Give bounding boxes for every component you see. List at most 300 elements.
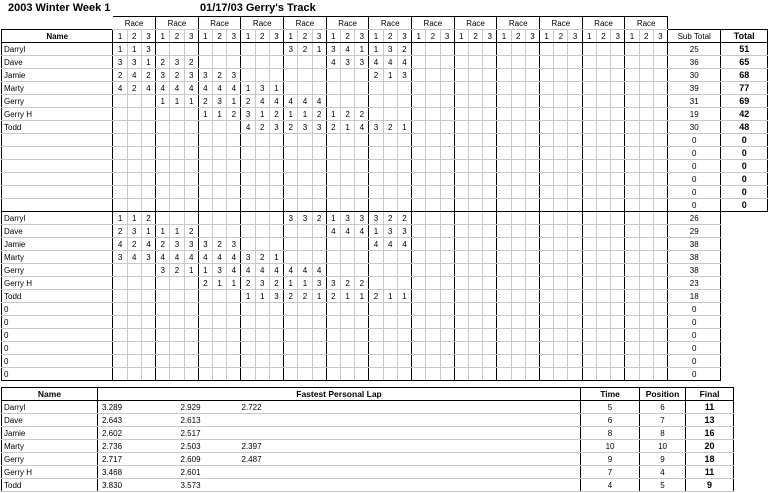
finish-position-cell bbox=[625, 56, 639, 69]
finish-position-cell bbox=[596, 199, 610, 212]
finish-position-cell bbox=[156, 303, 170, 316]
finish-position-cell bbox=[483, 225, 497, 238]
finish-position-cell bbox=[227, 186, 241, 199]
finish-position-cell bbox=[184, 173, 198, 186]
finish-position-cell: 2 bbox=[113, 225, 127, 238]
finish-position-cell bbox=[170, 342, 184, 355]
finish-position-cell: 1 bbox=[156, 95, 170, 108]
finish-position-cell: 4 bbox=[383, 56, 397, 69]
finish-position-cell bbox=[113, 199, 127, 212]
racer-row bbox=[2, 69, 768, 82]
finish-position-cell bbox=[241, 329, 255, 342]
heat-number-header: 1 bbox=[113, 30, 127, 43]
finish-position-cell bbox=[653, 108, 667, 121]
racer-name: 0 bbox=[2, 342, 113, 355]
finish-position-cell: 4 bbox=[113, 238, 127, 251]
finish-position-cell: 3 bbox=[340, 212, 354, 225]
finish-position-cell: 3 bbox=[284, 43, 298, 56]
finish-position-cell bbox=[355, 368, 369, 381]
racer-row bbox=[2, 147, 768, 160]
finish-position-cell bbox=[383, 316, 397, 329]
finish-position-cell bbox=[468, 264, 482, 277]
finish-position-cell bbox=[340, 160, 354, 173]
finish-position-cell bbox=[525, 121, 539, 134]
finish-position-cell bbox=[554, 225, 568, 238]
position-points-cell: 7 bbox=[640, 414, 686, 427]
finish-position-cell bbox=[497, 186, 511, 199]
finish-position-cell bbox=[184, 212, 198, 225]
finish-position-cell bbox=[497, 303, 511, 316]
racer-row bbox=[2, 225, 768, 238]
finish-position-cell bbox=[156, 368, 170, 381]
finish-position-cell bbox=[198, 121, 212, 134]
finish-position-cell bbox=[525, 186, 539, 199]
finish-position-cell bbox=[298, 303, 312, 316]
finish-position-cell bbox=[298, 186, 312, 199]
heat-number-header: 3 bbox=[227, 30, 241, 43]
finish-position-cell bbox=[611, 212, 625, 225]
finish-position-cell bbox=[113, 290, 127, 303]
finish-position-cell: 2 bbox=[369, 290, 383, 303]
finish-position-cell bbox=[625, 186, 639, 199]
finish-position-cell bbox=[540, 173, 554, 186]
finish-position-cell bbox=[198, 173, 212, 186]
finish-position-cell bbox=[141, 342, 155, 355]
finish-position-cell bbox=[326, 160, 340, 173]
finish-position-cell bbox=[596, 69, 610, 82]
total-cell: 48 bbox=[721, 121, 768, 134]
finish-position-cell bbox=[468, 316, 482, 329]
finish-position-cell: 3 bbox=[184, 238, 198, 251]
finish-position-cell bbox=[525, 212, 539, 225]
finish-position-cell bbox=[284, 173, 298, 186]
finish-position-cell bbox=[227, 160, 241, 173]
empty-cell bbox=[721, 225, 768, 238]
finish-position-cell bbox=[525, 199, 539, 212]
finish-position-cell bbox=[412, 329, 426, 342]
finish-position-cell: 2 bbox=[141, 69, 155, 82]
finish-position-cell bbox=[113, 368, 127, 381]
finish-position-cell bbox=[596, 173, 610, 186]
finish-position-cell bbox=[269, 368, 283, 381]
finish-position-cell bbox=[312, 368, 326, 381]
finish-position-cell: 2 bbox=[113, 69, 127, 82]
finish-position-cell bbox=[397, 160, 411, 173]
lap-time-cell: 2.736 bbox=[98, 440, 177, 453]
race-header-label: Race bbox=[241, 17, 284, 30]
total-cell: 0 bbox=[721, 186, 768, 199]
finish-position-cell bbox=[511, 277, 525, 290]
finish-position-cell bbox=[255, 69, 269, 82]
finish-position-cell bbox=[596, 303, 610, 316]
heat-number-header: 2 bbox=[554, 30, 568, 43]
finish-position-cell bbox=[525, 264, 539, 277]
finish-position-cell bbox=[298, 173, 312, 186]
finish-position-cell bbox=[269, 56, 283, 69]
finish-position-cell bbox=[525, 147, 539, 160]
finish-position-cell bbox=[540, 238, 554, 251]
finish-position-cell: 3 bbox=[113, 251, 127, 264]
racer-row bbox=[2, 264, 768, 277]
subtotal-cell: 38 bbox=[668, 238, 721, 251]
finish-position-cell bbox=[426, 212, 440, 225]
finish-position-cell bbox=[568, 303, 582, 316]
finish-position-cell bbox=[255, 173, 269, 186]
subtotal-cell: 26 bbox=[668, 212, 721, 225]
fastest-row bbox=[2, 427, 734, 440]
sheet-title: 2003 Winter Week 1 bbox=[8, 2, 111, 14]
finish-position-cell: 4 bbox=[213, 82, 227, 95]
finish-position-cell bbox=[596, 264, 610, 277]
finish-position-cell bbox=[412, 121, 426, 134]
lap-time-cell: 2.487 bbox=[238, 453, 581, 466]
finish-position-cell bbox=[440, 251, 454, 264]
finish-position-cell bbox=[184, 121, 198, 134]
finish-position-cell bbox=[156, 290, 170, 303]
finish-position-cell bbox=[568, 82, 582, 95]
finish-position-cell bbox=[653, 251, 667, 264]
finish-position-cell: 3 bbox=[113, 56, 127, 69]
finish-position-cell bbox=[639, 251, 653, 264]
finish-position-cell bbox=[326, 186, 340, 199]
finish-position-cell bbox=[454, 355, 468, 368]
fastest-racer-name: Todd bbox=[2, 479, 98, 492]
finish-position-cell bbox=[369, 134, 383, 147]
finish-position-cell bbox=[525, 277, 539, 290]
racer-row bbox=[2, 368, 768, 381]
finish-position-cell bbox=[511, 121, 525, 134]
final-score-cell: 11 bbox=[686, 466, 734, 479]
finish-position-cell bbox=[426, 316, 440, 329]
finish-position-cell bbox=[312, 316, 326, 329]
finish-position-cell bbox=[141, 108, 155, 121]
finish-position-cell bbox=[127, 108, 141, 121]
racer-name: Marty bbox=[2, 82, 113, 95]
finish-position-cell bbox=[497, 134, 511, 147]
racer-name: Marty bbox=[2, 251, 113, 264]
finish-position-cell bbox=[468, 82, 482, 95]
finish-position-cell bbox=[468, 173, 482, 186]
finish-position-cell bbox=[483, 95, 497, 108]
finish-position-cell bbox=[312, 173, 326, 186]
finish-position-cell bbox=[625, 69, 639, 82]
finish-position-cell: 1 bbox=[383, 290, 397, 303]
finish-position-cell bbox=[653, 212, 667, 225]
finish-position-cell bbox=[497, 368, 511, 381]
finish-position-cell: 4 bbox=[198, 82, 212, 95]
finish-position-cell bbox=[298, 316, 312, 329]
finish-position-cell: 1 bbox=[127, 212, 141, 225]
finish-position-cell: 3 bbox=[184, 69, 198, 82]
finish-position-cell bbox=[639, 95, 653, 108]
finish-position-cell bbox=[568, 277, 582, 290]
finish-position-cell bbox=[639, 329, 653, 342]
finish-position-cell bbox=[397, 186, 411, 199]
final-score-cell: 18 bbox=[686, 453, 734, 466]
finish-position-cell: 2 bbox=[184, 225, 198, 238]
finish-position-cell: 3 bbox=[355, 212, 369, 225]
finish-position-cell bbox=[113, 342, 127, 355]
finish-position-cell bbox=[383, 199, 397, 212]
finish-position-cell bbox=[198, 212, 212, 225]
finish-position-cell bbox=[611, 43, 625, 56]
finish-position-cell: 1 bbox=[355, 43, 369, 56]
race-header-label: Race bbox=[582, 17, 625, 30]
finish-position-cell bbox=[554, 303, 568, 316]
position-points-cell: 10 bbox=[640, 440, 686, 453]
finish-position-cell bbox=[596, 238, 610, 251]
finish-position-cell: 1 bbox=[156, 225, 170, 238]
finish-position-cell: 4 bbox=[326, 225, 340, 238]
finish-position-cell bbox=[582, 329, 596, 342]
finish-position-cell bbox=[611, 355, 625, 368]
name-column-header: Name bbox=[2, 30, 113, 43]
finish-position-cell: 4 bbox=[312, 95, 326, 108]
finish-position-cell: 4 bbox=[255, 264, 269, 277]
finish-position-cell bbox=[582, 225, 596, 238]
finish-position-cell bbox=[312, 56, 326, 69]
finish-position-cell bbox=[156, 212, 170, 225]
finish-position-cell bbox=[170, 121, 184, 134]
finish-position-cell bbox=[568, 355, 582, 368]
subtotal-cell: 30 bbox=[668, 69, 721, 82]
finish-position-cell bbox=[596, 56, 610, 69]
finish-position-cell bbox=[440, 290, 454, 303]
finish-position-cell bbox=[255, 342, 269, 355]
finish-position-cell bbox=[511, 212, 525, 225]
racer-name: 0 bbox=[2, 316, 113, 329]
finish-position-cell bbox=[440, 82, 454, 95]
finish-position-cell bbox=[596, 134, 610, 147]
heat-number-header: 2 bbox=[298, 30, 312, 43]
finish-position-cell bbox=[483, 108, 497, 121]
lap-time-cell: 3.289 bbox=[98, 401, 177, 414]
finish-position-cell: 2 bbox=[127, 238, 141, 251]
subtotal-cell: 31 bbox=[668, 95, 721, 108]
heat-number-header: 3 bbox=[312, 30, 326, 43]
finish-position-cell: 2 bbox=[298, 43, 312, 56]
finish-position-cell bbox=[568, 69, 582, 82]
finish-position-cell bbox=[611, 173, 625, 186]
finish-position-cell bbox=[412, 290, 426, 303]
finish-position-cell bbox=[468, 134, 482, 147]
finish-position-cell bbox=[412, 264, 426, 277]
finish-position-cell bbox=[568, 212, 582, 225]
heat-number-header: 2 bbox=[213, 30, 227, 43]
finish-position-cell bbox=[611, 290, 625, 303]
finish-position-cell bbox=[241, 368, 255, 381]
finish-position-cell bbox=[412, 69, 426, 82]
total-cell: 51 bbox=[721, 43, 768, 56]
finish-position-cell bbox=[639, 43, 653, 56]
racer-name bbox=[2, 173, 113, 186]
finish-position-cell: 4 bbox=[383, 238, 397, 251]
finish-position-cell bbox=[525, 43, 539, 56]
finish-position-cell bbox=[568, 43, 582, 56]
finish-position-cell bbox=[483, 121, 497, 134]
finish-position-cell bbox=[113, 147, 127, 160]
finish-position-cell bbox=[269, 225, 283, 238]
finish-position-cell bbox=[241, 342, 255, 355]
finish-position-cell bbox=[369, 329, 383, 342]
finish-position-cell: 2 bbox=[284, 121, 298, 134]
finish-position-cell bbox=[468, 303, 482, 316]
subtotal-cell: 29 bbox=[668, 225, 721, 238]
finish-position-cell bbox=[397, 95, 411, 108]
racer-row bbox=[2, 43, 768, 56]
finish-position-cell bbox=[611, 251, 625, 264]
finish-position-cell bbox=[653, 238, 667, 251]
finish-position-cell bbox=[540, 290, 554, 303]
finish-position-cell bbox=[639, 264, 653, 277]
heat-number-header: 3 bbox=[184, 30, 198, 43]
racer-row bbox=[2, 355, 768, 368]
finish-position-cell bbox=[582, 316, 596, 329]
finish-position-cell bbox=[511, 225, 525, 238]
finish-position-cell bbox=[355, 342, 369, 355]
finish-position-cell bbox=[653, 264, 667, 277]
finish-position-cell bbox=[255, 368, 269, 381]
finish-position-cell bbox=[625, 82, 639, 95]
finish-position-cell bbox=[340, 186, 354, 199]
finish-position-cell bbox=[227, 290, 241, 303]
heat-number-header: 2 bbox=[255, 30, 269, 43]
finish-position-cell bbox=[554, 43, 568, 56]
finish-position-cell bbox=[468, 368, 482, 381]
finish-position-cell bbox=[625, 225, 639, 238]
finish-position-cell: 2 bbox=[198, 95, 212, 108]
heat-number-header: 1 bbox=[156, 30, 170, 43]
finish-position-cell bbox=[554, 82, 568, 95]
finish-position-cell: 3 bbox=[141, 251, 155, 264]
heat-number-header: 3 bbox=[141, 30, 155, 43]
finish-position-cell bbox=[625, 160, 639, 173]
finish-position-cell: 2 bbox=[170, 69, 184, 82]
finish-position-cell: 2 bbox=[213, 69, 227, 82]
finish-position-cell bbox=[554, 134, 568, 147]
finish-position-cell: 1 bbox=[369, 225, 383, 238]
finish-position-cell: 1 bbox=[184, 95, 198, 108]
subtotal-cell: 30 bbox=[668, 121, 721, 134]
finish-position-cell bbox=[540, 95, 554, 108]
finish-position-cell bbox=[326, 69, 340, 82]
finish-position-cell bbox=[184, 290, 198, 303]
finish-position-cell bbox=[468, 95, 482, 108]
lap-time-cell: 2.517 bbox=[177, 427, 238, 440]
finish-position-cell bbox=[582, 173, 596, 186]
finish-position-cell bbox=[525, 160, 539, 173]
finish-position-cell bbox=[127, 134, 141, 147]
finish-position-cell bbox=[369, 82, 383, 95]
finish-position-cell bbox=[625, 147, 639, 160]
finish-position-cell: 1 bbox=[170, 225, 184, 238]
finish-position-cell bbox=[511, 199, 525, 212]
finish-position-cell: 4 bbox=[340, 43, 354, 56]
finish-position-cell bbox=[511, 329, 525, 342]
finish-position-cell bbox=[568, 368, 582, 381]
finish-position-cell bbox=[440, 160, 454, 173]
finish-position-cell: 2 bbox=[312, 108, 326, 121]
finish-position-cell: 3 bbox=[127, 56, 141, 69]
finish-position-cell bbox=[383, 134, 397, 147]
finish-position-cell: 3 bbox=[383, 225, 397, 238]
finish-position-cell bbox=[426, 121, 440, 134]
heat-number-header: 2 bbox=[426, 30, 440, 43]
finish-position-cell: 2 bbox=[213, 238, 227, 251]
finish-position-cell: 3 bbox=[227, 238, 241, 251]
race-header-label: Race bbox=[156, 17, 199, 30]
empty-cell bbox=[721, 212, 768, 225]
race-header-label: Race bbox=[113, 17, 156, 30]
lap-time-cell: 2.601 bbox=[177, 466, 238, 479]
finish-position-cell: 4 bbox=[397, 238, 411, 251]
finish-position-cell: 1 bbox=[312, 43, 326, 56]
finish-position-cell bbox=[269, 342, 283, 355]
finish-position-cell bbox=[639, 82, 653, 95]
finish-position-cell bbox=[113, 95, 127, 108]
finish-position-cell bbox=[412, 147, 426, 160]
finish-position-cell bbox=[241, 56, 255, 69]
finish-position-cell: 4 bbox=[127, 69, 141, 82]
finish-position-cell bbox=[426, 342, 440, 355]
racer-name: Todd bbox=[2, 290, 113, 303]
finish-position-cell bbox=[298, 225, 312, 238]
finish-position-cell bbox=[540, 264, 554, 277]
finish-position-cell bbox=[326, 316, 340, 329]
header-spacer bbox=[668, 17, 721, 30]
finish-position-cell bbox=[596, 121, 610, 134]
finish-position-cell bbox=[653, 290, 667, 303]
finish-position-cell bbox=[611, 329, 625, 342]
race-header-label: Race bbox=[497, 17, 540, 30]
finish-position-cell bbox=[326, 303, 340, 316]
finish-position-cell bbox=[554, 277, 568, 290]
finish-position-cell bbox=[355, 355, 369, 368]
finish-position-cell bbox=[412, 342, 426, 355]
finish-position-cell: 4 bbox=[141, 82, 155, 95]
finish-position-cell bbox=[454, 316, 468, 329]
finish-position-cell bbox=[340, 238, 354, 251]
time-points-cell: 6 bbox=[581, 414, 640, 427]
finish-position-cell bbox=[255, 56, 269, 69]
finish-position-cell bbox=[554, 342, 568, 355]
finish-position-cell bbox=[511, 43, 525, 56]
finish-position-cell bbox=[241, 355, 255, 368]
finish-position-cell bbox=[284, 368, 298, 381]
racer-name: Darryl bbox=[2, 212, 113, 225]
subtotal-cell: 0 bbox=[668, 160, 721, 173]
finish-position-cell bbox=[412, 95, 426, 108]
finish-position-cell: 4 bbox=[340, 225, 354, 238]
finish-position-cell bbox=[326, 329, 340, 342]
finish-position-cell bbox=[625, 368, 639, 381]
finish-position-cell bbox=[227, 212, 241, 225]
racer-name: Dave bbox=[2, 56, 113, 69]
finish-position-cell bbox=[127, 199, 141, 212]
finish-position-cell: 2 bbox=[312, 212, 326, 225]
finish-position-cell bbox=[184, 329, 198, 342]
finish-position-cell bbox=[568, 329, 582, 342]
finish-position-cell bbox=[540, 199, 554, 212]
lap-time-cell: 3.468 bbox=[98, 466, 177, 479]
finish-position-cell bbox=[611, 56, 625, 69]
finish-position-cell: 4 bbox=[355, 225, 369, 238]
finish-position-cell: 4 bbox=[269, 264, 283, 277]
finish-position-cell bbox=[412, 277, 426, 290]
finish-position-cell bbox=[554, 199, 568, 212]
finish-position-cell bbox=[255, 160, 269, 173]
finish-position-cell: 4 bbox=[227, 251, 241, 264]
